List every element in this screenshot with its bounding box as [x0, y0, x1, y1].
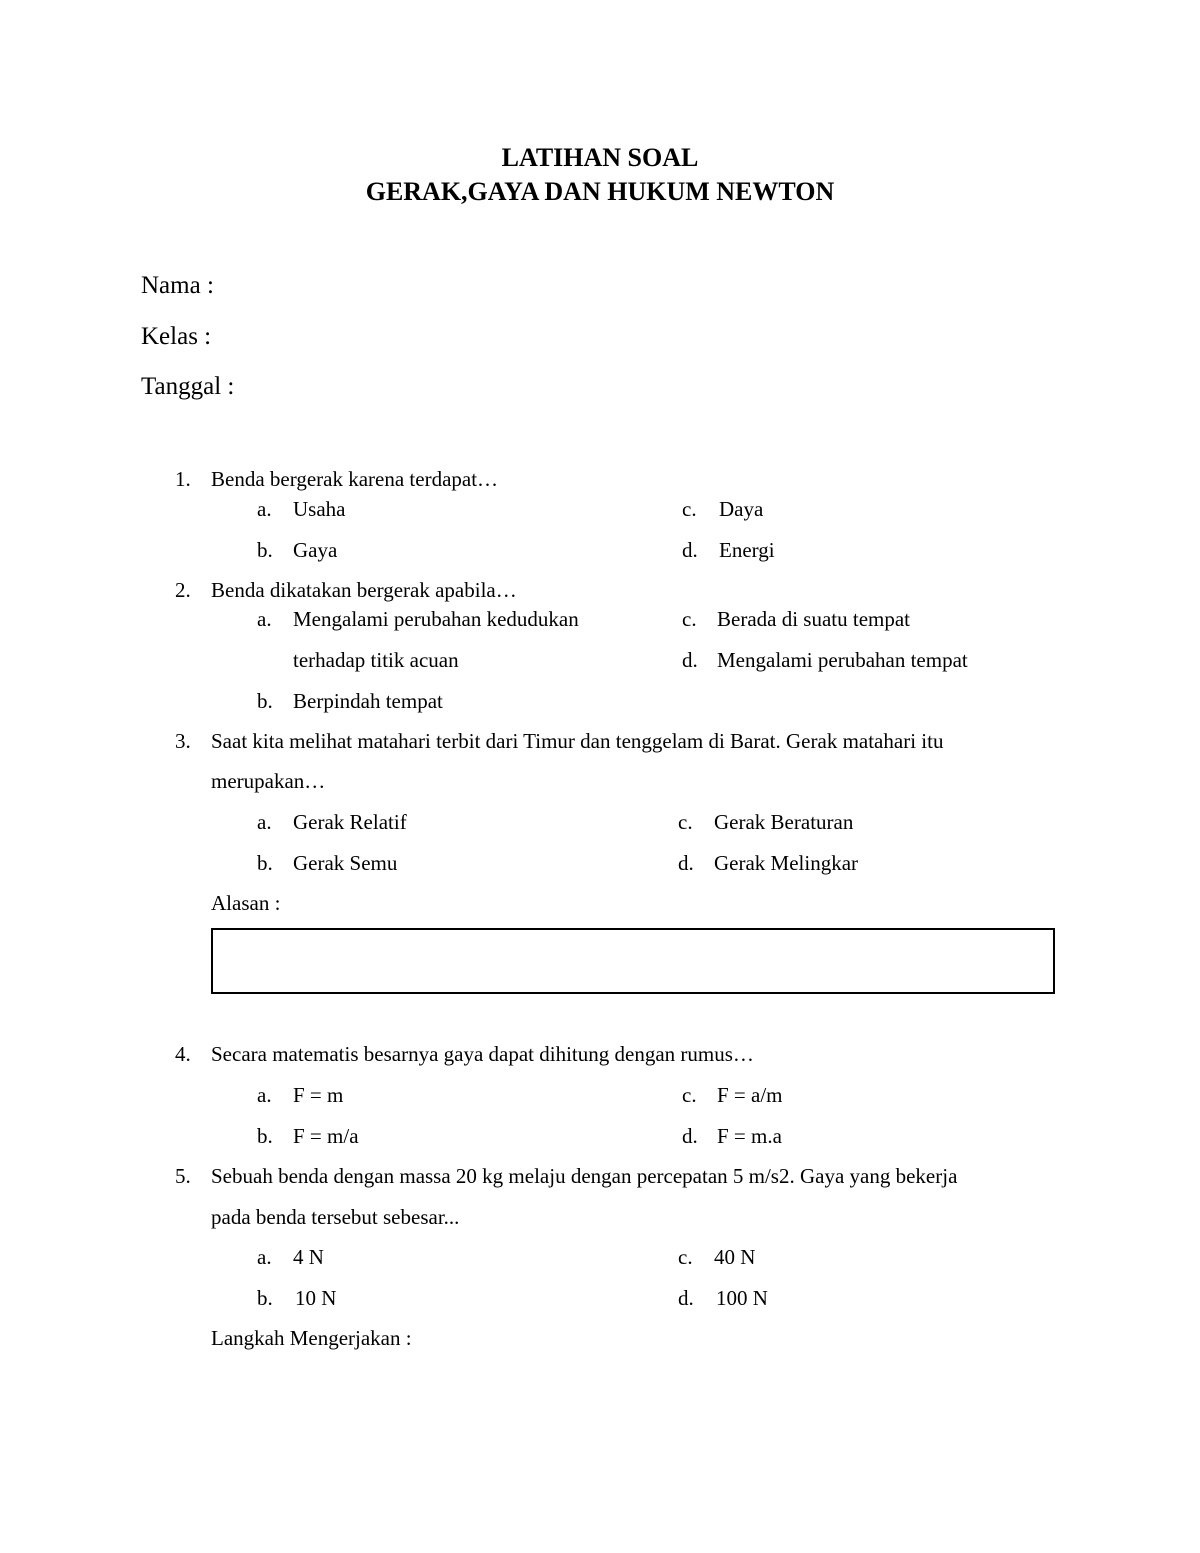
option-letter: b. [257, 851, 273, 875]
option-b: Gerak Semu [293, 851, 398, 875]
option-letter: b. [257, 1124, 273, 1148]
option-letter: a. [257, 810, 272, 834]
question-number: 3. [175, 729, 191, 753]
option-letter: d. [682, 1124, 698, 1148]
option-d: Energi [719, 538, 775, 562]
option-letter: d. [678, 1286, 694, 1310]
class-field-label: Kelas : [141, 323, 212, 350]
option-b: Berpindah tempat [293, 689, 443, 713]
option-letter: b. [257, 1286, 273, 1310]
question-number: 4. [175, 1042, 191, 1066]
option-a-continued: terhadap titik acuan [293, 648, 459, 672]
option-b: 10 N [295, 1286, 337, 1310]
question-number: 5. [175, 1164, 191, 1188]
option-d: 100 N [716, 1286, 768, 1310]
option-letter: c. [682, 607, 697, 631]
page-subtitle: GERAK,GAYA DAN HUKUM NEWTON [365, 177, 835, 206]
option-letter: c. [682, 1083, 697, 1107]
reason-answer-box[interactable] [211, 928, 1055, 994]
reason-label: Alasan : [211, 891, 281, 915]
option-c: Berada di suatu tempat [717, 607, 911, 631]
option-a: Gerak Relatif [293, 810, 407, 834]
option-letter: c. [682, 497, 697, 521]
option-letter: c. [678, 1245, 693, 1269]
option-a: 4 N [293, 1245, 324, 1269]
option-a: F = m [293, 1083, 344, 1107]
option-b: Gaya [293, 538, 338, 562]
option-letter: d. [682, 648, 698, 672]
option-letter: a. [257, 497, 272, 521]
question-text: Benda dikatakan bergerak apabila… [211, 578, 517, 602]
question-number: 2. [175, 578, 191, 602]
option-letter: d. [678, 851, 694, 875]
steps-label: Langkah Mengerjakan : [211, 1326, 412, 1350]
option-c: F = a/m [717, 1083, 783, 1107]
question-text-continued: merupakan… [211, 769, 326, 793]
option-letter: b. [257, 689, 273, 713]
option-d: F = m.a [717, 1124, 782, 1148]
option-a: Usaha [293, 497, 346, 521]
page-title: LATIHAN SOAL [501, 143, 699, 172]
question-text-continued: pada benda tersebut sebesar... [211, 1205, 460, 1229]
date-field-label: Tanggal : [141, 373, 235, 400]
question-text: Saat kita melihat matahari terbit dari Timur dan tenggelam di Barat. Gerak matahari itu [211, 729, 944, 753]
option-a: Mengalami perubahan kedudukan [293, 607, 579, 631]
option-d: Mengalami perubahan tempat [717, 648, 968, 672]
option-c: 40 N [714, 1245, 756, 1269]
option-c: Gerak Beraturan [714, 810, 854, 834]
question-text: Sebuah benda dengan massa 20 kg melaju dengan percepatan 5 m/s2. Gaya yang bekerja [211, 1164, 958, 1188]
option-letter: b. [257, 538, 273, 562]
option-b: F = m/a [293, 1124, 359, 1148]
question-text: Secara matematis besarnya gaya dapat dihitung dengan rumus… [211, 1042, 754, 1066]
option-c: Daya [719, 497, 764, 521]
option-letter: a. [257, 607, 272, 631]
name-field-label: Nama : [141, 272, 214, 299]
question-text: Benda bergerak karena terdapat… [211, 467, 499, 491]
option-letter: a. [257, 1083, 272, 1107]
option-letter: c. [678, 810, 693, 834]
option-d: Gerak Melingkar [714, 851, 859, 875]
option-letter: a. [257, 1245, 272, 1269]
option-letter: d. [682, 538, 698, 562]
question-number: 1. [175, 467, 191, 491]
